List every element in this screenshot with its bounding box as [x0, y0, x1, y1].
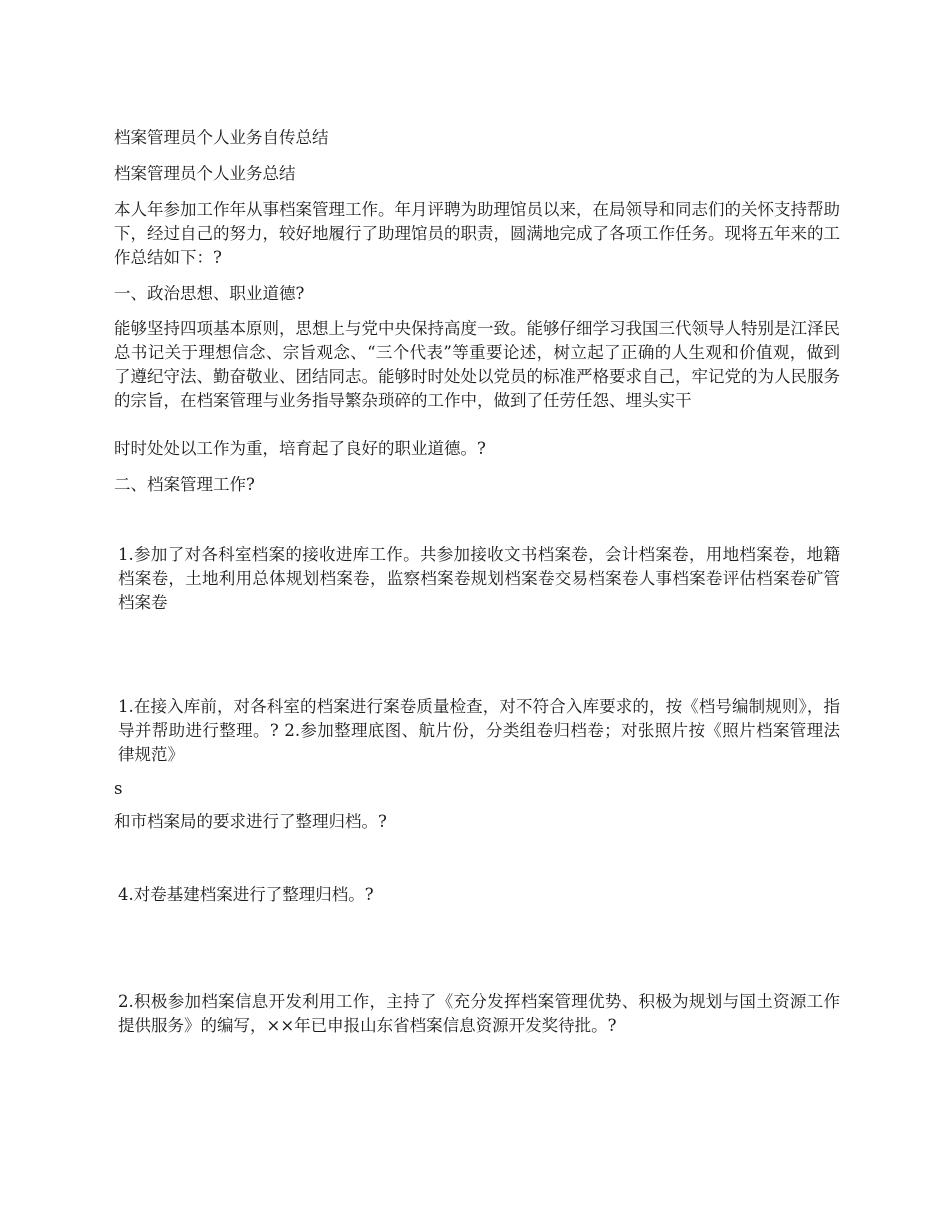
document-title: 档案管理员个人业务自传总结 — [114, 128, 329, 147]
paragraph-ethics: 时时处处以工作为重，培育起了良好的职业道德。? — [114, 439, 486, 458]
section-heading-archives: 二、档案管理工作? — [114, 475, 255, 494]
paragraph-politics: 能够坚持四项基本原则，思想上与党中央保持高度一致。能够仔细学习我国三代领导人特别是江泽民总书记关于理想信念、宗旨观念、“三个代表”等重要论述，树立起了正确的人生观和价值观，做到了遵纪守法、勤奋敬业、团结同志。能够时时处处以党员的标准严格要求自己，牢记党的为人民服务的宗旨，在档案管理与业务指导繁杂琐碎的工作中，做到了任劳任怨、埋头实干 — [114, 319, 840, 410]
section-heading-politics: 一、政治思想、职业道德? — [114, 284, 305, 303]
paragraph-item-1: 1.参加了对各科室档案的接收进库工作。共参加接收文书档案卷，会计档案卷，用地档案卷，地籍档案卷，土地利用总体规划档案卷，监察档案卷规划档案卷交易档案卷人事档案卷评估档案卷矿管档案卷 — [118, 545, 840, 612]
paragraph-item-1b: 1.在接入库前，对各科室的档案进行案卷质量检查，对不符合入库要求的，按《档号编制规则》，指导并帮助进行整理。? 2.参加整理底图、航片份，分类组卷归档卷；对张照片按《照片档案管理法律规范》 — [118, 697, 840, 764]
stray-letter: s — [114, 779, 123, 798]
paragraph-continuation: 和市档案局的要求进行了整理归档。? — [114, 812, 387, 831]
paragraph-item-4: 4.对卷基建档案进行了整理归档。? — [118, 885, 374, 904]
paragraph-item-2: 2.积极参加档案信息开发利用工作，主持了《充分发挥档案管理优势、积极为规划与国土资源工作提供服务》的编写，××年已申报山东省档案信息资源开发奖待批。? — [118, 992, 840, 1035]
paragraph-intro: 本人年参加工作年从事档案管理工作。年月评聘为助理馆员以来，在局领导和同志们的关怀支持帮助下，经过自己的努力，较好地履行了助理馆员的职责，圆满地完成了各项工作任务。现将五年来的工作总结如下：? — [114, 200, 840, 267]
document-subtitle: 档案管理员个人业务总结 — [114, 164, 296, 183]
